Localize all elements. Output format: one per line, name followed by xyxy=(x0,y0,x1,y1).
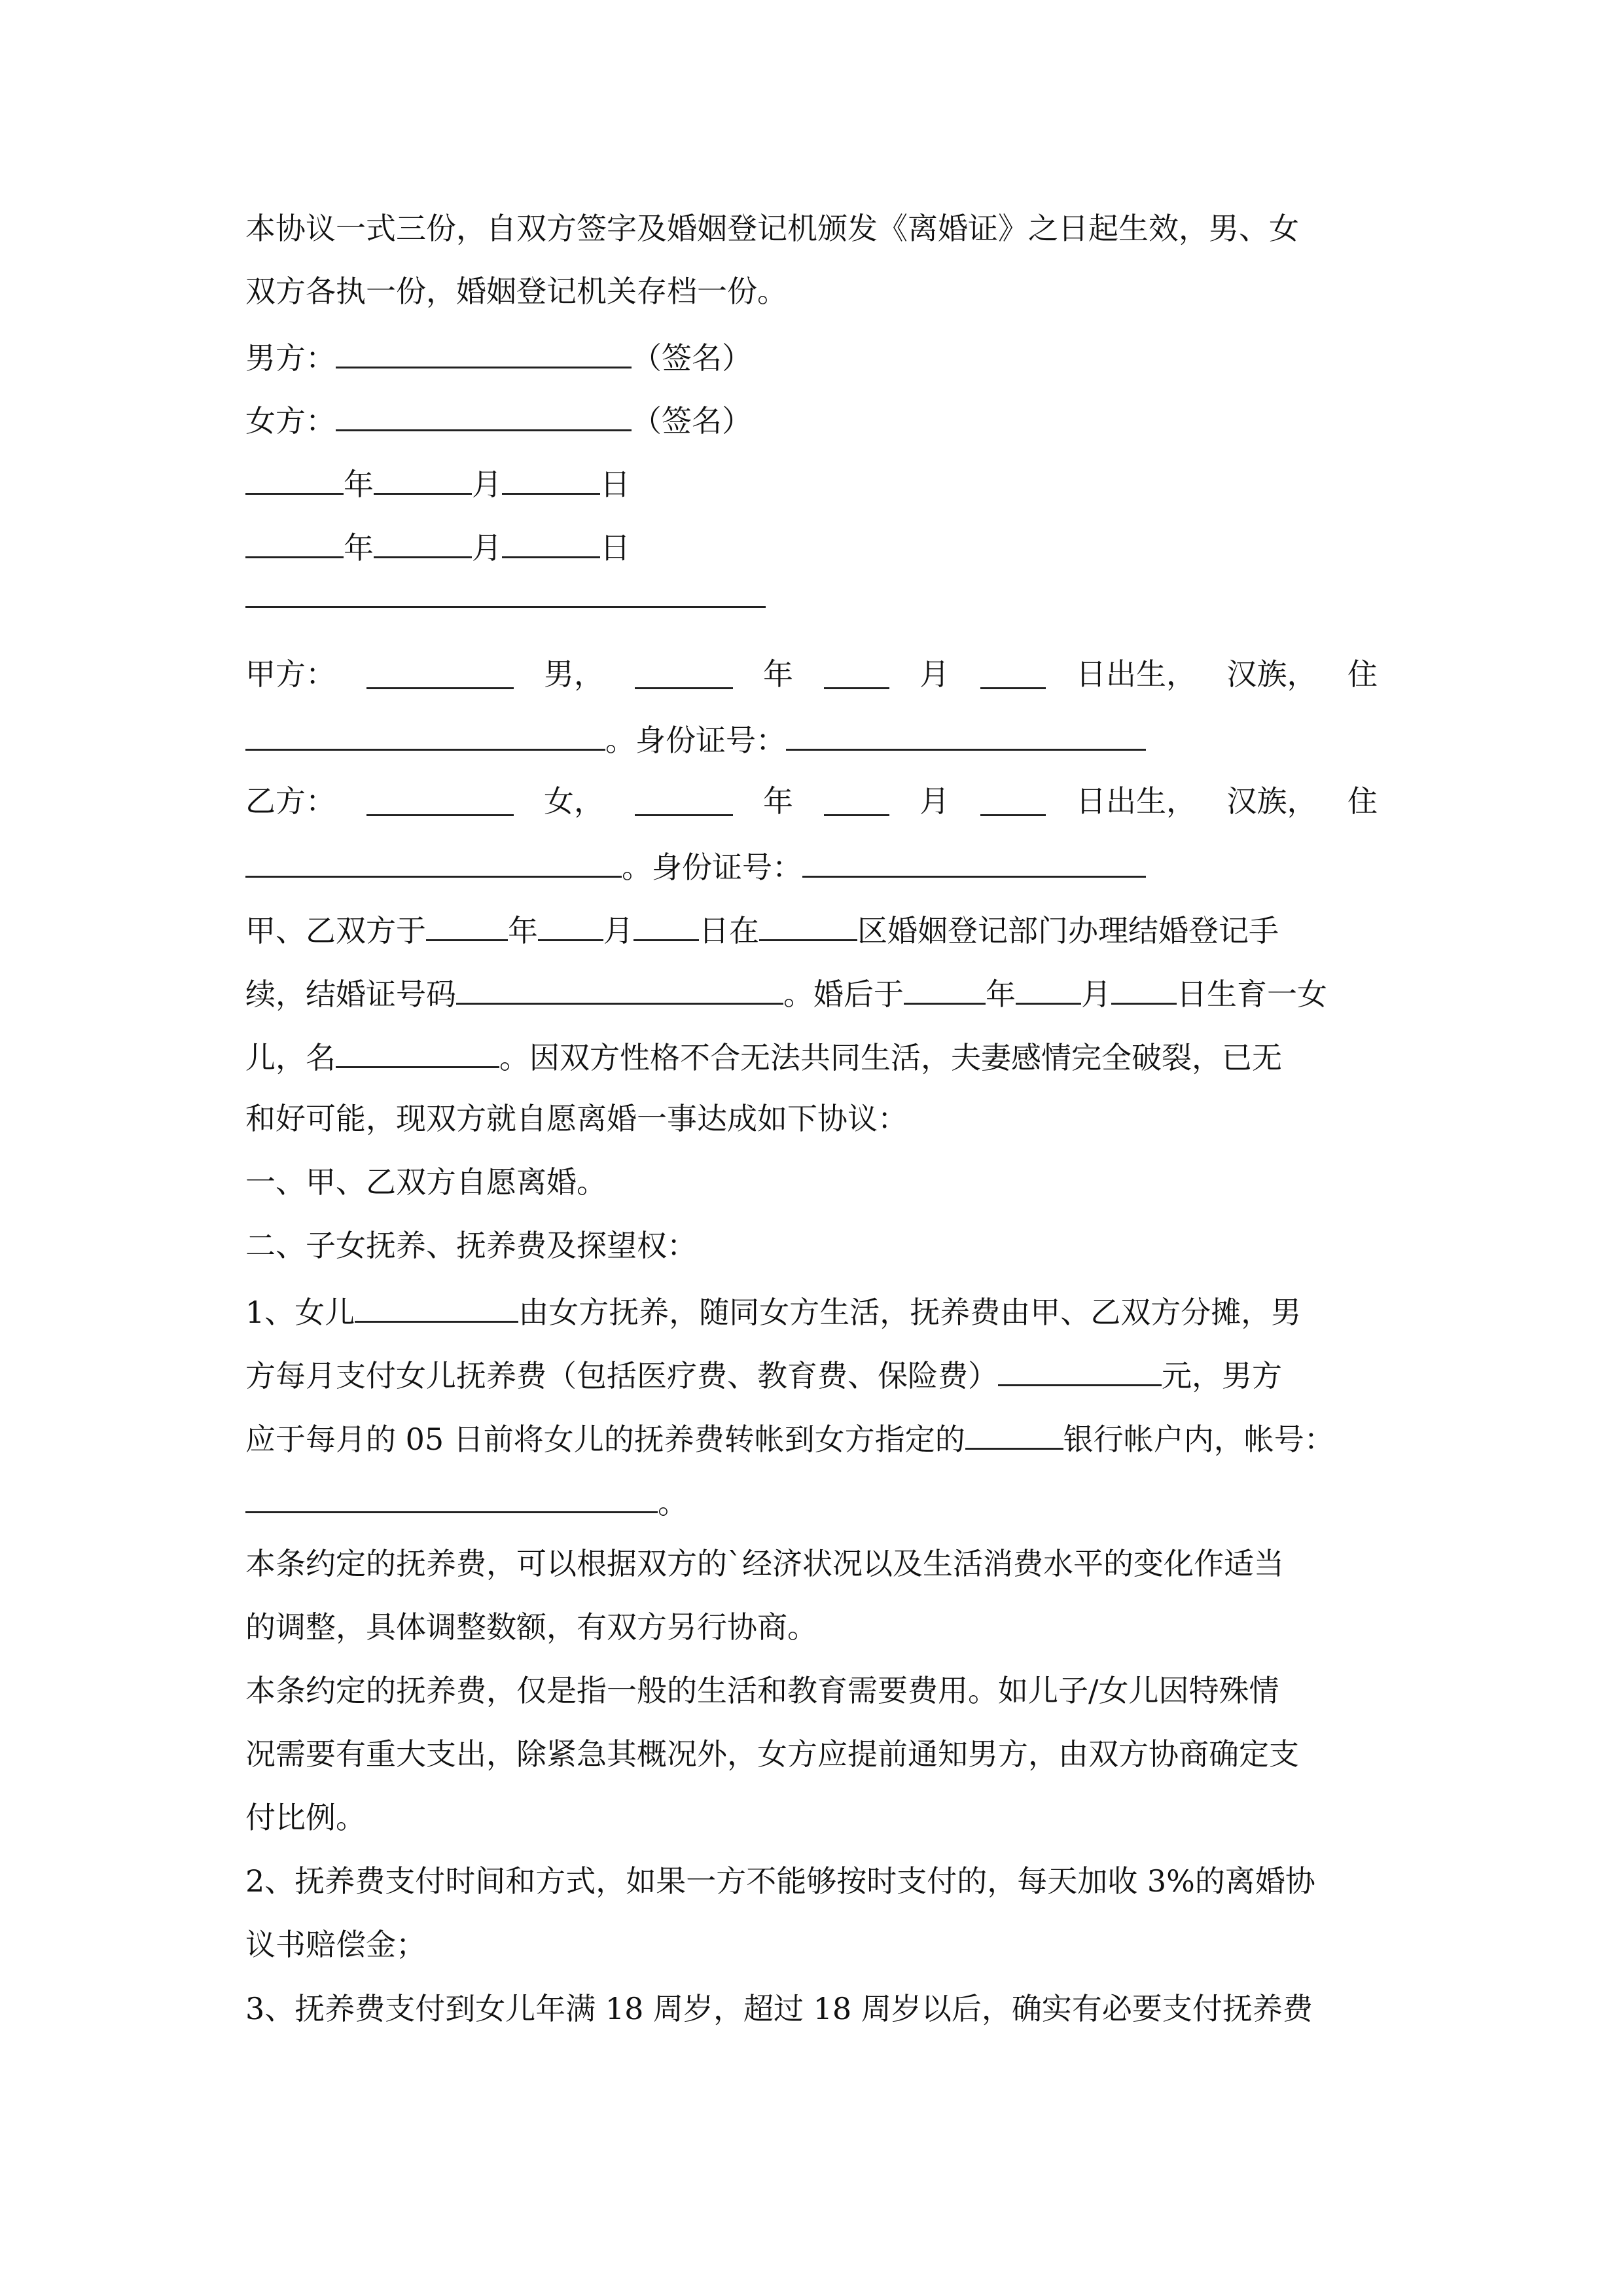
birth-month-blank xyxy=(1016,977,1081,1005)
party-b-year: 年 xyxy=(763,783,793,819)
bank-name-blank xyxy=(965,1422,1063,1450)
party-b-name-blank xyxy=(366,788,514,816)
clause-text: 元，男方 xyxy=(1162,1358,1282,1393)
clause-2-2-line-2: 议书赔偿金； xyxy=(245,1927,426,1962)
clause-text: 。 xyxy=(658,1485,688,1520)
birth-year-blank xyxy=(904,977,986,1005)
party-a-id-blank xyxy=(786,723,1146,751)
party-a-id-line xyxy=(245,723,1146,758)
party-a-label: 甲方： xyxy=(245,656,336,692)
clause-2-1-line-1 xyxy=(245,1295,1302,1330)
daughter-name-blank xyxy=(355,1295,518,1323)
clause-2-2-line-1: 2、抚养费支付时间和方式，如果一方不能够按时支付的，每天加收 3%的离婚协 xyxy=(245,1863,1315,1899)
party-a-year-blank xyxy=(635,661,733,689)
clause-text: 由女方抚养，随同女方生活，抚养费由甲、乙双方分摊，男 xyxy=(518,1295,1302,1330)
party-b-id-line xyxy=(245,850,1146,885)
adjustment-line-2: 的调整，具体调整数额，有双方另行协商。 xyxy=(245,1609,817,1645)
daughter-name-blank xyxy=(336,1040,499,1068)
clause-text: 银行帐户内，帐号： xyxy=(1063,1422,1334,1457)
party-a-residence: 住 xyxy=(1347,656,1378,692)
party-b-gender: 女， xyxy=(544,783,604,819)
female-signature-blank xyxy=(336,403,632,431)
clause-2-1-line-2 xyxy=(245,1358,1282,1391)
clause-2-3-line-1: 3、抚养费支付到女儿年满 18 周岁，超过 18 周岁以后，确实有必要支付抚养费 xyxy=(245,1991,1313,2026)
section-divider xyxy=(245,606,766,608)
general-expense-line-2: 况需要有重大支出，除紧急其概况外，女方应提前通知男方，由双方协商确定支 xyxy=(245,1736,1299,1772)
party-a-born: 日出生， xyxy=(1076,656,1196,692)
agreement-copies-line-1: 本协议一式三份，自双方签字及婚姻登记机颁发《离婚证》之日起生效，男、女 xyxy=(245,211,1299,246)
marriage-text: 儿，名 xyxy=(245,1040,336,1075)
party-a-month-blank xyxy=(824,661,889,689)
clause-2-heading: 二、子女抚养、抚养费及探望权： xyxy=(245,1228,697,1263)
account-number-blank xyxy=(245,1485,658,1513)
clause-text: 应于每月的 05 日前将女儿的抚养费转帐到女方指定的 xyxy=(245,1422,965,1457)
clause-2-1-line-3 xyxy=(245,1422,1334,1457)
date-blank xyxy=(502,467,600,495)
party-a-day-blank xyxy=(980,661,1046,689)
date-year: 年 xyxy=(344,530,374,565)
marriage-day-blank xyxy=(633,913,699,941)
marriage-line-2 xyxy=(245,977,1327,1012)
date-blank xyxy=(502,530,600,558)
marriage-text: 甲、乙双方于 xyxy=(245,913,426,948)
party-a-month: 月 xyxy=(919,656,950,692)
party-b-residence: 住 xyxy=(1347,783,1378,819)
date-blank xyxy=(374,467,472,495)
marriage-text: 月 xyxy=(603,913,633,948)
marriage-text: 日生育一女 xyxy=(1177,977,1327,1012)
marriage-line-4: 和好可能，现双方就自愿离婚一事达成如下协议： xyxy=(245,1101,908,1136)
party-b-id-label: 。身份证号： xyxy=(622,850,802,885)
date-month: 月 xyxy=(472,467,502,502)
marriage-text: 日在 xyxy=(699,913,759,948)
adjustment-line-1: 本条约定的抚养费，可以根据双方的`经济状况以及生活消费水平的变化作适当 xyxy=(245,1546,1284,1581)
party-b-month: 月 xyxy=(919,783,950,819)
birth-day-blank xyxy=(1111,977,1177,1005)
marriage-text: 区婚姻登记部门办理结婚登记手 xyxy=(857,913,1279,948)
certificate-number-blank xyxy=(456,977,783,1005)
male-signature-line xyxy=(245,340,752,376)
clause-1: 一、甲、乙双方自愿离婚。 xyxy=(245,1164,607,1200)
party-b-year-blank xyxy=(635,788,733,816)
marriage-text: 年 xyxy=(986,977,1016,1012)
marriage-text: 续，结婚证号码 xyxy=(245,977,456,1012)
date-month: 月 xyxy=(472,530,502,565)
general-expense-line-1: 本条约定的抚养费，仅是指一般的生活和教育需要费用。如儿子/女儿因特殊情 xyxy=(245,1673,1279,1708)
female-label: 女方： xyxy=(245,403,336,439)
general-expense-line-3: 付比例。 xyxy=(245,1800,366,1835)
party-a-id-label: 。身份证号： xyxy=(605,723,786,758)
date-day: 日 xyxy=(600,530,630,565)
male-date-line xyxy=(245,467,630,502)
party-a-gender: 男， xyxy=(544,656,604,692)
party-b-month-blank xyxy=(824,788,889,816)
male-sign-hint: （签名） xyxy=(632,340,752,376)
party-a-ethnicity: 汉族， xyxy=(1226,656,1317,692)
party-b-line xyxy=(245,783,1378,819)
party-b-id-blank xyxy=(802,850,1146,878)
party-b-label: 乙方： xyxy=(245,783,336,819)
marriage-text: 。婚后于 xyxy=(783,977,904,1012)
date-blank xyxy=(245,467,344,495)
party-b-ethnicity: 汉族， xyxy=(1226,783,1317,819)
marriage-year-blank xyxy=(426,913,508,941)
party-a-line xyxy=(245,656,1378,692)
marriage-text: 年 xyxy=(508,913,538,948)
agreement-copies-line-2: 双方各执一份，婚姻登记机关存档一份。 xyxy=(245,274,787,309)
clause-text: 方每月支付女儿抚养费（包括医疗费、教育费、保险费） xyxy=(245,1358,998,1393)
clause-2-1-line-4 xyxy=(245,1485,688,1518)
party-a-name-blank xyxy=(366,661,514,689)
date-day: 日 xyxy=(600,467,630,502)
marriage-text: 月 xyxy=(1081,977,1111,1012)
marriage-line-3 xyxy=(245,1040,1282,1073)
male-label: 男方： xyxy=(245,340,336,376)
date-blank xyxy=(245,530,344,558)
date-blank xyxy=(374,530,472,558)
party-a-year: 年 xyxy=(763,656,793,692)
marriage-month-blank xyxy=(538,913,603,941)
party-b-day-blank xyxy=(980,788,1046,816)
party-b-born: 日出生， xyxy=(1076,783,1196,819)
support-amount-blank xyxy=(998,1358,1162,1386)
female-sign-hint: （签名） xyxy=(632,403,752,439)
party-a-address-blank xyxy=(245,723,605,751)
clause-text: 1、女儿 xyxy=(245,1295,355,1330)
marriage-line-1 xyxy=(245,913,1279,946)
female-signature-line xyxy=(245,403,752,439)
marriage-text: 。因双方性格不合无法共同生活，夫妻感情完全破裂，已无 xyxy=(499,1040,1282,1075)
party-b-address-blank xyxy=(245,850,622,878)
marriage-place-blank xyxy=(759,913,857,941)
date-year: 年 xyxy=(344,467,374,502)
female-date-line xyxy=(245,530,630,563)
male-signature-blank xyxy=(336,340,632,368)
